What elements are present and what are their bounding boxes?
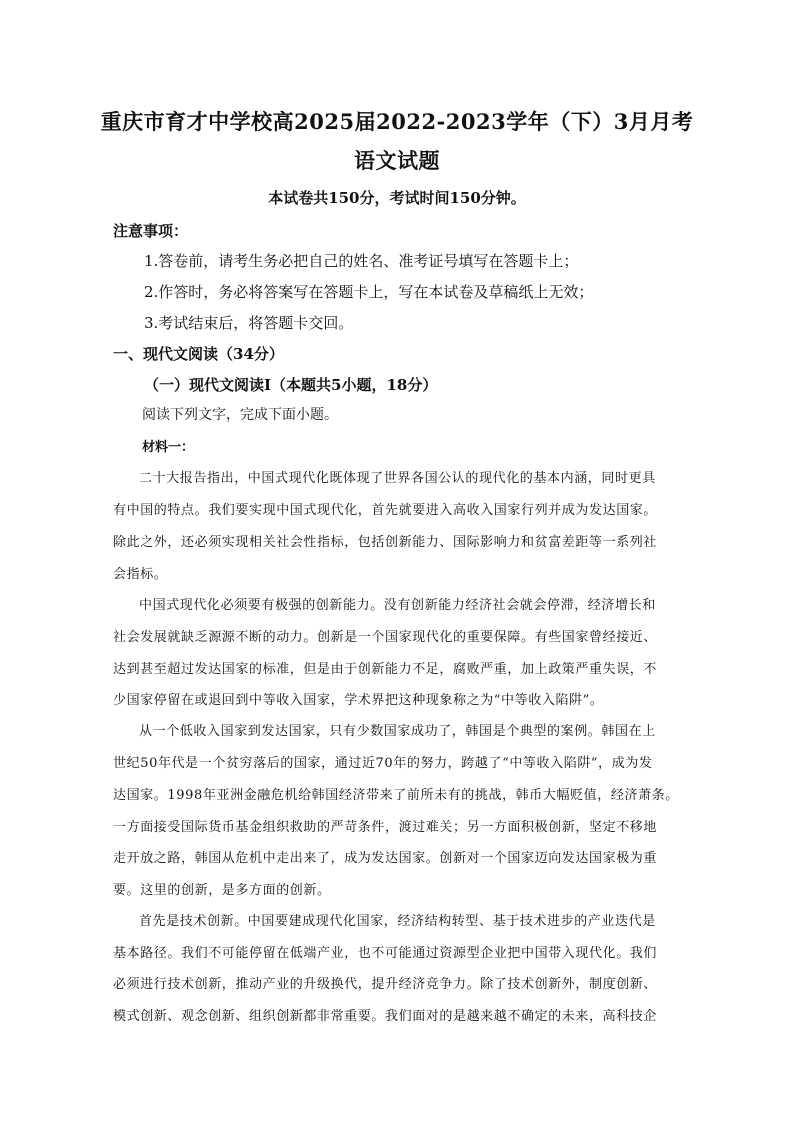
passage-line: 必须进行技术创新，推动产业的升级换代，提升经济竞争力。除了技术创新外，制度创新、	[113, 977, 658, 992]
exam-title: 重庆市育才中学校高2025届2022-2023学年（下）3月月考	[100, 109, 694, 134]
passage-line: 达国家。1998年亚洲金融危机给韩国经济带来了前所未有的挑战，韩币大幅贬值，经济萧条。	[113, 788, 679, 803]
exam-info: 本试卷共150分，考试时间150分钟。	[268, 189, 526, 207]
passage-line: 除此之外，还必须实现相关社会性指标，包括创新能力、国际影响力和贫富差距等一系列社	[113, 535, 658, 550]
passage-line: 世纪50年代是一个贫穷落后的国家，通过近70年的努力，跨越了“中等收入陷阱”，成为发	[113, 756, 653, 771]
passage-line: 走开放之路，韩国从危机中走出来了，成为发达国家。创新对一个国家迈向发达国家极为重	[113, 851, 658, 866]
passage-line: 社会发展就缺乏源源不断的动力。创新是一个国家现代化的重要保障。有些国家曾经接近、	[113, 630, 658, 645]
note-item: 2.作答时，务必将答案写在答题卡上，写在本试卷及草稿纸上无效；	[144, 283, 594, 301]
exam-subject-title: 语文试题	[354, 148, 440, 173]
passage-line: 从一个低收入国家到发达国家，只有少数国家成功了，韩国是个典型的案例。韩国在上	[139, 724, 656, 739]
section-subheading: （一）现代文阅读Ⅰ（本题共5小题，18分）	[144, 376, 438, 394]
passage-line: 首先是技术创新。中国要建成现代化国家，经济结构转型、基于技术进步的产业迭代是	[139, 914, 656, 929]
passage-line: 二十大报告指出，中国式现代化既体现了世界各国公认的现代化的基本内涵，同时更具	[139, 471, 656, 486]
passage-line: 中国式现代化必须要有极强的创新能力。没有创新能力经济社会就会停滞，经济增长和	[139, 598, 656, 613]
passage-line: 一方面接受国际货币基金组织救助的严苛条件，渡过难关；另一方面积极创新，坚定不移地	[113, 820, 658, 835]
passage-line: 少国家停留在或退回到中等收入国家，学术界把这种现象称之为“中等收入陷阱”。	[113, 693, 604, 708]
material-label: 材料一：	[142, 440, 195, 455]
passage-line: 达到甚至超过发达国家的标准，但是由于创新能力不足，腐败严重，加上政策严重失误，不	[113, 662, 658, 677]
notes-heading: 注意事项：	[113, 222, 189, 240]
reading-instruction: 阅读下列文字，完成下面小题。	[142, 407, 338, 423]
note-item: 3.考试结束后，将答题卡交回。	[144, 314, 354, 332]
passage-line: 基本路径。我们不可能停留在低端产业，也不可能通过资源型企业把中国带入现代化。我们	[113, 946, 658, 961]
section-heading: 一、现代文阅读（34分）	[113, 345, 284, 363]
passage-line: 模式创新、观念创新、组织创新都非常重要。我们面对的是越来越不确定的未来，高科技企	[113, 1009, 658, 1024]
passage-line: 有中国的特点。我们要实现中国式现代化，首先就要进入高收入国家行列并成为发达国家。	[113, 503, 658, 518]
note-item: 1.答卷前，请考生务必把自己的姓名、准考证号填写在答题卡上；	[144, 252, 579, 270]
passage-line: 要。这里的创新，是多方面的创新。	[113, 883, 331, 898]
passage-line: 会指标。	[113, 567, 168, 582]
